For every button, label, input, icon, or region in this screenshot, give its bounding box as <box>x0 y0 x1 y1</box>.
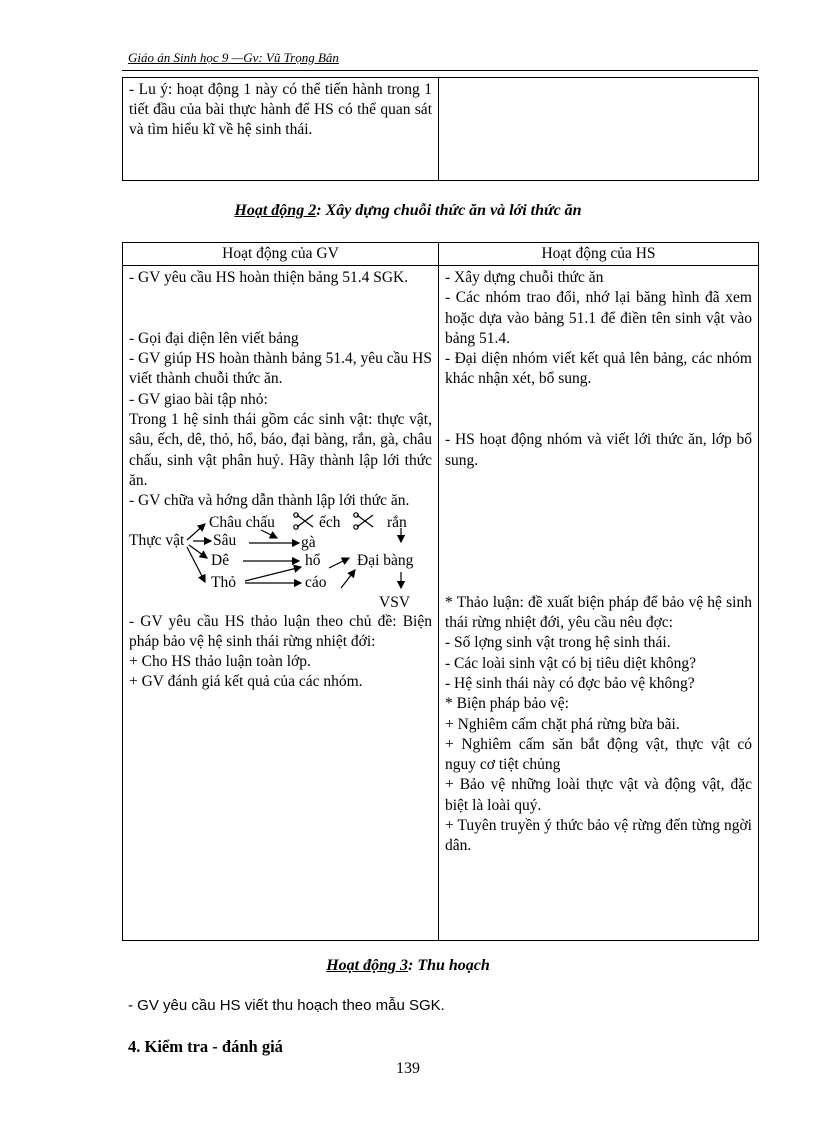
hs-line: + Bảo vệ những loài thực vật và động vật, đặc biệt là loài quý. <box>445 776 752 814</box>
hs-line: + Nghiêm cấm săn bắt động vật, thực vật có nguy cơ tiệt chủng <box>445 735 752 774</box>
hs-line: - Xây dựng chuỗi thức ăn <box>445 269 604 286</box>
activity2-label: Hoạt động 2 <box>234 202 317 219</box>
node-chau-chau: Châu chấu <box>209 513 275 531</box>
arrow-cao-daibang <box>341 570 355 588</box>
food-web-diagram <box>129 512 429 612</box>
node-vsv: VSV <box>379 593 411 611</box>
scissors-icon <box>294 512 313 528</box>
arrow-tv-tho <box>187 547 205 582</box>
hs-line: - Các nhóm trao đổi, nhớ lại băng hình đã xem hoặc dựa vào bảng 51.1 để điền tên sinh vật vào bảng 51.4. <box>445 289 752 347</box>
hs-line: - Đại diện nhóm viết kết quả lên bảng, các nhóm khác nhận xét, bổ sung. <box>445 350 752 388</box>
gv-line: Trong 1 hệ sinh thái gồm các sinh vật: thực vật, sâu, ếch, dê, thỏ, hổ, báo, đại bàng, rắn, gà, châu chấu, sinh vật phân huỷ. Hãy thành lập lới thức ăn. <box>129 411 432 489</box>
node-ech: ếch <box>319 513 341 531</box>
gv-line: - GV yêu cầu HS thảo luận theo chủ đề: Biện pháp bảo vệ hệ sinh thái rừng nhiệt đới: <box>129 612 432 650</box>
activity1-empty-cell <box>439 78 759 181</box>
section-4-heading: 4. Kiểm tra - đánh giá <box>128 1037 283 1056</box>
header-rule <box>122 70 758 71</box>
activity3-title: : Thu hoạch <box>408 957 490 974</box>
gv-activities-cell <box>123 266 439 941</box>
gv-line: - GV giao bài tập nhỏ: <box>129 390 268 408</box>
node-tho: Thỏ <box>211 573 236 591</box>
activity3-label: Hoạt động 3 <box>326 957 408 974</box>
node-dai-bang: Đại bàng <box>357 551 414 569</box>
node-ho: hổ <box>305 551 321 569</box>
gv-line: + Cho HS thảo luận toàn lớp. <box>129 653 311 671</box>
node-ran: rắn <box>387 513 407 531</box>
arrow-tv-chauchau <box>187 524 205 540</box>
gv-line: - Gọi đại diện lên viết bảng <box>129 329 299 347</box>
node-thuc-vat: Thực vật <box>129 531 185 549</box>
hs-line: * Biện pháp bảo vệ: <box>445 695 569 713</box>
hs-activities-cell <box>439 266 759 941</box>
gv-line: - GV chữa và hớng dẫn thành lập lới thức ăn. <box>129 492 410 510</box>
activity2-title: : Xây dựng chuỗi thức ăn và lới thức ăn <box>316 202 582 219</box>
page-number: 139 <box>396 1060 420 1077</box>
column-header-hs: Hoạt động của HS <box>439 243 759 266</box>
arrow-tho-ho <box>245 567 301 581</box>
node-de: Dê <box>211 551 230 569</box>
node-sau: Sâu <box>213 531 237 549</box>
hs-line: * Thảo luận: đề xuất biện pháp để bảo vệ hệ sinh thái rừng nhiệt đới, yêu cầu nêu đợc: <box>445 593 752 632</box>
node-cao: cáo <box>305 573 327 591</box>
harvest-instruction: - GV yêu cầu HS viết thu hoạch theo mẫu SGK. <box>128 997 445 1014</box>
activity1-note-cell: - Lu ý: hoạt động 1 này có thể tiến hành trong 1 tiết đầu của bài thực hành để HS có thể quan sát và tìm hiểu kĩ về hệ sinh thái. <box>123 78 439 181</box>
node-ga: gà <box>301 533 316 551</box>
hs-line: - Hệ sinh thái này có đợc bảo vệ không? <box>445 674 695 692</box>
gv-line: - GV yêu cầu HS hoàn thiện bảng 51.4 SGK. <box>129 269 409 286</box>
hs-line: - HS hoạt động nhóm và viết lới thức ăn, lớp bổ sung. <box>445 431 752 469</box>
page-header: Giáo án Sinh học 9 —Gv: Vũ Trọng Bân <box>128 50 339 65</box>
hs-line: + Tuyên truyền ý thức bảo vệ rừng đến từng ngời dân. <box>445 817 752 855</box>
arrow-ho-daibang <box>329 558 349 568</box>
activity2-table <box>122 242 759 941</box>
scissors-icon <box>354 512 373 528</box>
activity3-heading <box>0 957 816 975</box>
activity2-heading <box>0 202 816 220</box>
hs-line: - Các loài sinh vật có bị tiêu diệt không? <box>445 654 696 672</box>
activity1-table <box>122 77 759 181</box>
column-header-gv: Hoạt động của GV <box>123 243 439 266</box>
hs-line: + Nghiêm cấm chặt phá rừng bừa bãi. <box>445 715 680 733</box>
gv-line: - GV giúp HS hoàn thành bảng 51.4, yêu cầu HS viết thành chuỗi thức ăn. <box>129 350 432 388</box>
hs-line: - Số lợng sinh vật trong hệ sinh thái. <box>445 634 671 652</box>
gv-line: + GV đánh giá kết quả của các nhóm. <box>129 673 363 691</box>
